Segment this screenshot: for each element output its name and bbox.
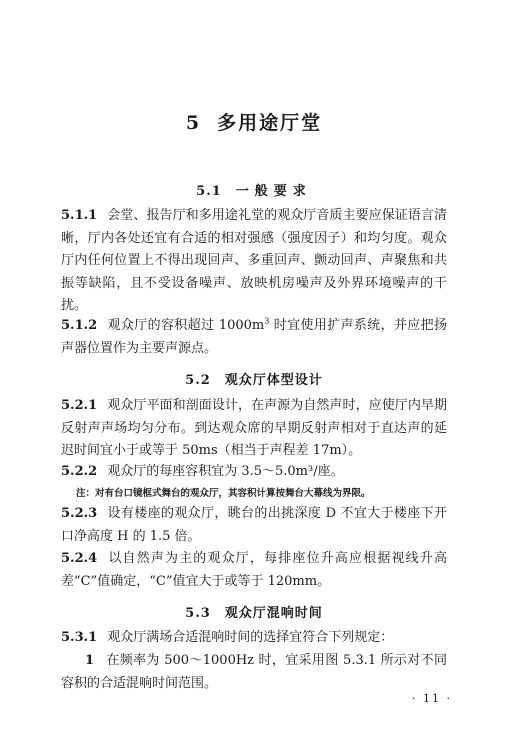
clause-5-2-4 xyxy=(61,548,447,593)
section-number: 5.2 xyxy=(185,373,211,388)
clause-number: 5.2.3 xyxy=(61,506,98,521)
clause-5-1-1 xyxy=(61,205,447,318)
section-5-2-heading xyxy=(0,369,508,388)
clause-text: 观众厅的每座容积宜为 3.5～5.0m³/座。 xyxy=(107,464,344,479)
clause-text-b: 时宜使用扩声系统，并应把扬声器位置作为主要声源点。 xyxy=(61,318,447,356)
clause-5-3-1 xyxy=(61,627,447,650)
clause-text: 观众厅满场合适混响时间的选择宜符合下列规定： xyxy=(107,630,394,645)
superscript: 3 xyxy=(264,316,270,326)
clause-5-3-1-item-1 xyxy=(61,650,447,695)
section-5-1-heading xyxy=(0,180,508,199)
clause-number: 5.1.2 xyxy=(61,318,98,333)
clause-text: 以自然声为主的观众厅，每排座位升高应根据视线升高差“C”值确定，“C”值宜大于或等于 120mm。 xyxy=(61,551,447,589)
item-text: 在频率为 500～1000Hz 时，宜采用图 5.3.1 所示对不同容积的合适混响时间范围。 xyxy=(61,653,447,691)
clause-number: 5.3.1 xyxy=(61,630,98,645)
section-number: 5.3 xyxy=(185,606,211,621)
clause-text: 会堂、报告厅和多用途礼堂的观众厅音质主要应保证语言清晰，厅内各处还宜有合适的相对强感（强度因子）和均匀度。观众厅内任何位置上不得出现回声、多重回声、颤动回声、声聚焦和共振等缺陷，且不受设备噪声、放映机房噪声及外界环境噪声的干扰。 xyxy=(61,208,447,313)
clause-number: 5.2.1 xyxy=(61,398,98,413)
clause-number: 5.2.2 xyxy=(61,464,98,479)
clause-number: 5.2.4 xyxy=(61,551,98,566)
clause-5-1-2 xyxy=(61,315,447,360)
page-number: · 11 · xyxy=(412,692,452,705)
section-title-text: 一般要求 xyxy=(235,184,312,199)
section-5-3-heading xyxy=(0,602,508,621)
section-title-text: 观众厅混响时间 xyxy=(224,606,323,621)
note-5-2-2: 注：对有台口镜框式舞台的观众厅，其容积计算按舞台大幕线为界限。 xyxy=(76,488,371,499)
clause-text-a: 观众厅的容积超过 1000m xyxy=(107,318,265,333)
clause-5-2-2 xyxy=(61,461,447,484)
chapter-title-text: 多用途厅堂 xyxy=(217,112,323,134)
clause-text: 设有楼座的观众厅，眺台的出挑深度 D 不宜大于楼座下开口净高度 H 的 1.5 倍。 xyxy=(61,506,447,544)
section-title-text: 观众厅体型设计 xyxy=(224,373,323,388)
section-number: 5.1 xyxy=(196,184,222,199)
clause-text: 观众厅平面和剖面设计，在声源为自然声时，应使厅内早期反射声声场均匀分布。到达观众席的早期反射声相对于直达声的延迟时间宜小于或等于 50ms（相当于声程差 17m）。 xyxy=(61,398,447,458)
item-number: 1 xyxy=(85,653,95,668)
chapter-number: 5 xyxy=(185,112,202,134)
clause-5-2-1 xyxy=(61,395,447,463)
clause-number: 5.1.1 xyxy=(61,208,98,223)
chapter-title xyxy=(0,108,508,135)
clause-5-2-3 xyxy=(61,503,447,548)
